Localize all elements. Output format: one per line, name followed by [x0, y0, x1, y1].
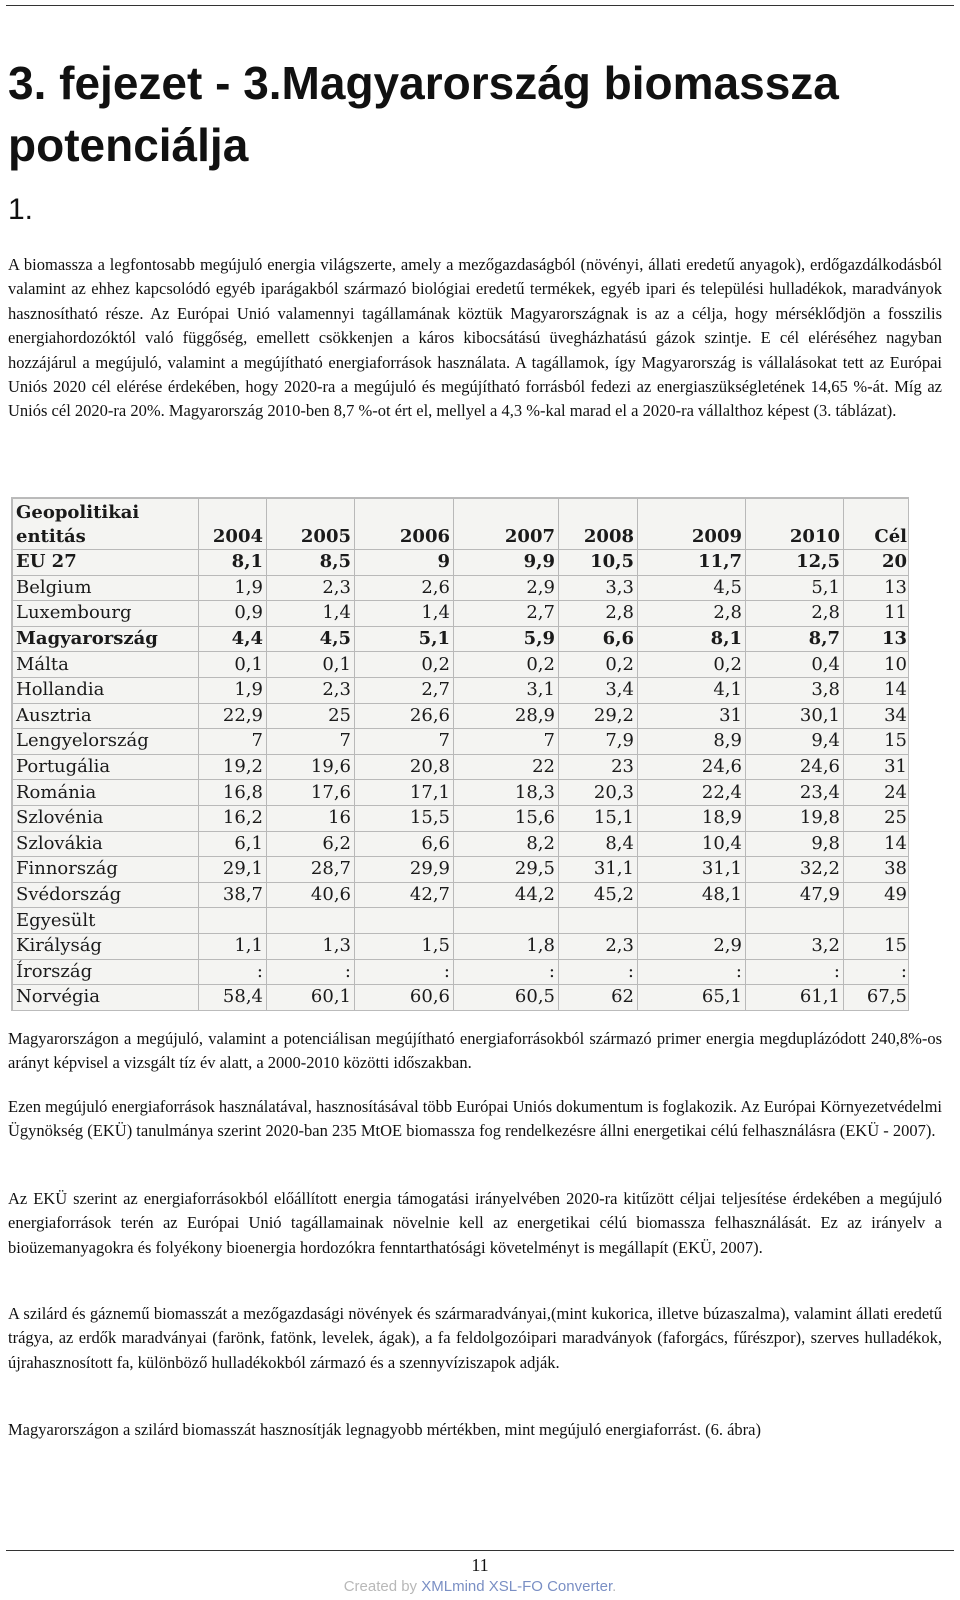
value-2004: 38,7 [199, 882, 267, 908]
value-target: 15 [844, 933, 910, 959]
value-2009: 11,7 [638, 550, 746, 576]
value-2008: 2,8 [559, 601, 638, 627]
value-target: 34 [844, 703, 910, 729]
country-name: Norvégia [13, 985, 199, 1011]
value-target: : [844, 959, 910, 985]
value-2004: 4,4 [199, 626, 267, 652]
value-2004: 0,1 [199, 652, 267, 678]
value-2009: 24,6 [638, 754, 746, 780]
country-name: Királyság [13, 933, 199, 959]
value-2009: 65,1 [638, 985, 746, 1011]
table-row [13, 780, 910, 806]
table-row [13, 754, 910, 780]
paragraph-eku-directive: Az EKÜ szerint az energiaforrásokból előállított energia támogatási irányelvében 2020-ra kitűzött céljai teljesítése érdekében a megújuló energiaforrások terén az Európai Unió tagállamainak növelnie kell az energetikai célú biomassza felhasználását. Ez az irányelv a bioüzemanyagokra és folyékony bioenergia hordozókra fenntarthatósági követelményt is megállapít (EKÜ, 2007). [8, 1189, 942, 1257]
value-2005: : [267, 959, 355, 985]
table-row [13, 831, 910, 857]
value-2004: 8,1 [199, 550, 267, 576]
value-2005: 1,4 [267, 601, 355, 627]
value-2006: 17,1 [355, 780, 454, 806]
value-2008 [559, 908, 638, 934]
value-2005: 60,1 [267, 985, 355, 1011]
value-2006: 6,6 [355, 831, 454, 857]
value-2009: 4,1 [638, 677, 746, 703]
value-2006: : [355, 959, 454, 985]
header-year: 2010 [746, 499, 844, 550]
country-name: Szlovákia [13, 831, 199, 857]
value-target: 14 [844, 831, 910, 857]
value-2009: 10,4 [638, 831, 746, 857]
value-2007: 29,5 [454, 857, 559, 883]
value-2004: 16,2 [199, 805, 267, 831]
value-2010: 12,5 [746, 550, 844, 576]
value-2010: 32,2 [746, 857, 844, 883]
value-2005: 25 [267, 703, 355, 729]
generator-suffix: . [612, 1578, 617, 1595]
value-2005: 6,2 [267, 831, 355, 857]
header-geo-entity [13, 499, 199, 550]
value-2007: : [454, 959, 559, 985]
value-2004: 19,2 [199, 754, 267, 780]
table-row [13, 857, 910, 883]
table-header-row [13, 499, 910, 550]
table-row [13, 703, 910, 729]
value-target: 10 [844, 652, 910, 678]
value-2004: 0,9 [199, 601, 267, 627]
value-target: 13 [844, 575, 910, 601]
value-2007: 2,9 [454, 575, 559, 601]
value-2010: 3,8 [746, 677, 844, 703]
country-name: Románia [13, 780, 199, 806]
value-2005: 7 [267, 729, 355, 755]
value-2008: 10,5 [559, 550, 638, 576]
generator-prefix: Created by [343, 1578, 422, 1595]
value-target: 25 [844, 805, 910, 831]
value-2010: 47,9 [746, 882, 844, 908]
value-2009: 22,4 [638, 780, 746, 806]
value-2007: 22 [454, 754, 559, 780]
value-2006: 0,2 [355, 652, 454, 678]
value-2008: 23 [559, 754, 638, 780]
paragraph-solid-biomass: Magyarországon a szilárd biomasszát hasznosítják legnagyobb mértékben, mint megújuló energiaforrást. (6. ábra) [8, 1420, 761, 1439]
value-2005: 8,5 [267, 550, 355, 576]
value-2004: 6,1 [199, 831, 267, 857]
value-2005: 16 [267, 805, 355, 831]
footer-rule [6, 1550, 954, 1551]
table-row [13, 908, 910, 934]
value-target: 24 [844, 780, 910, 806]
value-2004: 1,9 [199, 575, 267, 601]
value-2006: 1,4 [355, 601, 454, 627]
value-target: 11 [844, 601, 910, 627]
value-2008: 31,1 [559, 857, 638, 883]
value-2009: : [638, 959, 746, 985]
country-name: Finnország [13, 857, 199, 883]
header-year: 2005 [267, 499, 355, 550]
country-name: Belgium [13, 575, 199, 601]
value-2004: 7 [199, 729, 267, 755]
value-2010: 2,8 [746, 601, 844, 627]
value-2010: 19,8 [746, 805, 844, 831]
table-row [13, 652, 910, 678]
value-2008: 15,1 [559, 805, 638, 831]
value-2010: 8,7 [746, 626, 844, 652]
country-name: Magyarország [13, 626, 199, 652]
value-2007: 2,7 [454, 601, 559, 627]
data-table [12, 498, 909, 1011]
value-2005: 28,7 [267, 857, 355, 883]
value-2007: 5,9 [454, 626, 559, 652]
header-target: Cél [844, 499, 910, 550]
value-2010 [746, 908, 844, 934]
value-2008: 2,3 [559, 933, 638, 959]
value-2006: 7 [355, 729, 454, 755]
country-name: Luxembourg [13, 601, 199, 627]
value-2008: 3,4 [559, 677, 638, 703]
paragraph-intro: A biomassza a legfontosabb megújuló energia világszerte, amely a mezőgazdaságból (növényi, állati eredetű anyagok), erdőgazdálkodásból valamint az ehhez kapcsolódó egyéb iparágakból származó biológiai eredetű termékek, egyéb ipari és települési hulladékok, maradványok hasznosítható része. Az Európai Unió valamennyi tagállamának köztük Magyarországnak is az a célja, hogy mérséklődjön a fosszilis energiahordozóktól való függőség, emellett csökkenjen a káros kibocsátású üvegházhatású gázok szintje. E cél eléréséhez nagyban hozzájárul a megújuló, valamint a megújítható energiaforrások használata. A tagállamok, így Magyarország is vállalásokat tett az Európai Uniós 2020 cél elérése érdekében, hogy 2020-ra a megújuló és megújítható forrásból fedezi az energiaszükségletének 14,65 %-át. Míg az Uniós cél 2020-ra 20%. Magyarország 2010-ben 8,7 %-ot ért el, mellyel a 4,3 %-kal marad el a 2020-ra vállalthoz képest (3. táblázat). [8, 255, 942, 421]
table-row [13, 601, 910, 627]
value-2008: 62 [559, 985, 638, 1011]
value-2010: : [746, 959, 844, 985]
value-2008: 7,9 [559, 729, 638, 755]
country-name: Málta [13, 652, 199, 678]
value-2004: 29,1 [199, 857, 267, 883]
value-2007: 18,3 [454, 780, 559, 806]
table-row [13, 550, 910, 576]
value-2009 [638, 908, 746, 934]
table-row [13, 626, 910, 652]
value-2005: 1,3 [267, 933, 355, 959]
value-target: 14 [844, 677, 910, 703]
value-target [844, 908, 910, 934]
value-2008: 8,4 [559, 831, 638, 857]
value-2009: 31,1 [638, 857, 746, 883]
value-target: 31 [844, 754, 910, 780]
value-2008: 6,6 [559, 626, 638, 652]
country-name: Lengyelország [13, 729, 199, 755]
value-2008: 3,3 [559, 575, 638, 601]
chapter-title: 3. fejezet - 3.Magyarország biomassza potenciálja [8, 57, 839, 171]
country-name: EU 27 [13, 550, 199, 576]
value-2010: 24,6 [746, 754, 844, 780]
value-2006: 9 [355, 550, 454, 576]
paragraph-primary-energy: Magyarországon a megújuló, valamint a potenciálisan megújítható energiaforrásokból származó primer energia megduplázódott 240,8%-os arányt képvisel a vizsgált tíz év alatt, a 2000-2010 közötti időszakban. [8, 1029, 942, 1073]
header-year: 2009 [638, 499, 746, 550]
value-2007 [454, 908, 559, 934]
value-2004: : [199, 959, 267, 985]
value-2004: 16,8 [199, 780, 267, 806]
table-row [13, 805, 910, 831]
value-2005 [267, 908, 355, 934]
value-2007: 0,2 [454, 652, 559, 678]
header-year: 2007 [454, 499, 559, 550]
value-2009: 31 [638, 703, 746, 729]
value-2006: 20,8 [355, 754, 454, 780]
value-target: 20 [844, 550, 910, 576]
value-2007: 8,2 [454, 831, 559, 857]
value-2004: 58,4 [199, 985, 267, 1011]
value-2007: 28,9 [454, 703, 559, 729]
value-2008: : [559, 959, 638, 985]
value-2008: 29,2 [559, 703, 638, 729]
value-2009: 8,9 [638, 729, 746, 755]
value-2010: 61,1 [746, 985, 844, 1011]
value-2010: 30,1 [746, 703, 844, 729]
value-2007: 7 [454, 729, 559, 755]
table-row [13, 985, 910, 1011]
value-2010: 0,4 [746, 652, 844, 678]
value-2010: 23,4 [746, 780, 844, 806]
header-year: 2004 [199, 499, 267, 550]
value-2006: 2,7 [355, 677, 454, 703]
value-2009: 4,5 [638, 575, 746, 601]
value-2006: 1,5 [355, 933, 454, 959]
value-target: 49 [844, 882, 910, 908]
country-name: Ausztria [13, 703, 199, 729]
value-2007: 1,8 [454, 933, 559, 959]
value-2009: 2,9 [638, 933, 746, 959]
country-name: Szlovénia [13, 805, 199, 831]
header-year: 2006 [355, 499, 454, 550]
value-2008: 45,2 [559, 882, 638, 908]
country-name: Portugália [13, 754, 199, 780]
generator-tool-link[interactable]: XMLmind XSL-FO Converter [421, 1578, 613, 1595]
value-2004 [199, 908, 267, 934]
value-2004: 22,9 [199, 703, 267, 729]
table-row [13, 575, 910, 601]
table-row [13, 933, 910, 959]
value-2006: 5,1 [355, 626, 454, 652]
value-2007: 3,1 [454, 677, 559, 703]
renewable-share-table [11, 497, 909, 1011]
value-2007: 15,6 [454, 805, 559, 831]
country-name: Írország [13, 959, 199, 985]
value-2009: 0,2 [638, 652, 746, 678]
page-number: 11 [471, 1555, 489, 1575]
value-2006: 42,7 [355, 882, 454, 908]
section-number: 1. [8, 193, 34, 226]
country-name: Egyesült [13, 908, 199, 934]
value-2005: 4,5 [267, 626, 355, 652]
value-2005: 40,6 [267, 882, 355, 908]
value-2005: 2,3 [267, 677, 355, 703]
value-target: 15 [844, 729, 910, 755]
value-2006 [355, 908, 454, 934]
table-row [13, 882, 910, 908]
top-rule [6, 5, 954, 6]
country-name: Svédország [13, 882, 199, 908]
value-target: 67,5 [844, 985, 910, 1011]
header-geo-line2: entitás [16, 526, 86, 547]
value-2010: 9,8 [746, 831, 844, 857]
value-2007: 44,2 [454, 882, 559, 908]
value-2010: 9,4 [746, 729, 844, 755]
value-2006: 26,6 [355, 703, 454, 729]
value-2009: 2,8 [638, 601, 746, 627]
header-year: 2008 [559, 499, 638, 550]
value-2004: 1,9 [199, 677, 267, 703]
value-2009: 8,1 [638, 626, 746, 652]
value-2009: 18,9 [638, 805, 746, 831]
paragraph-biomass-sources: A szilárd és gáznemű biomasszát a mezőgazdasági növények és szármaradványai,(mint kukorica, illetve búzaszalma), valamint állati eredetű trágya, az erdők maradványai (farönk, fatönk, levelek, ágak), a fa feldolgozóipari maradványok (faforgács, fűrészpor), szerves hulladékok, újrahasznosított fa, különböző hulladékokból zármazó és a szennyvíziszapok adják. [8, 1304, 942, 1372]
value-target: 38 [844, 857, 910, 883]
value-2006: 29,9 [355, 857, 454, 883]
table-row [13, 729, 910, 755]
table-row [13, 959, 910, 985]
value-2007: 9,9 [454, 550, 559, 576]
value-2010: 3,2 [746, 933, 844, 959]
value-2004: 1,1 [199, 933, 267, 959]
table-row [13, 677, 910, 703]
value-2005: 2,3 [267, 575, 355, 601]
value-2006: 15,5 [355, 805, 454, 831]
header-geo-line1: Geopolitikai [16, 502, 140, 523]
value-2005: 19,6 [267, 754, 355, 780]
value-2010: 5,1 [746, 575, 844, 601]
paragraph-eku-study: Ezen megújuló energiaforrások használatával, hasznosításával több Európai Uniós dokumentum is foglakozik. Az Európai Környezetvédelmi Ügynökség (EKÜ) tanulmánya szerint 2020-ban 235 MtOE biomassza fog rendelkezésre állni energetikai célú felhasználásra (EKÜ - 2007). [8, 1097, 942, 1141]
value-2007: 60,5 [454, 985, 559, 1011]
value-2006: 2,6 [355, 575, 454, 601]
value-2008: 20,3 [559, 780, 638, 806]
value-2006: 60,6 [355, 985, 454, 1011]
value-2009: 48,1 [638, 882, 746, 908]
value-target: 13 [844, 626, 910, 652]
value-2005: 17,6 [267, 780, 355, 806]
value-2008: 0,2 [559, 652, 638, 678]
value-2005: 0,1 [267, 652, 355, 678]
country-name: Hollandia [13, 677, 199, 703]
generator-credit [0, 1578, 960, 1595]
